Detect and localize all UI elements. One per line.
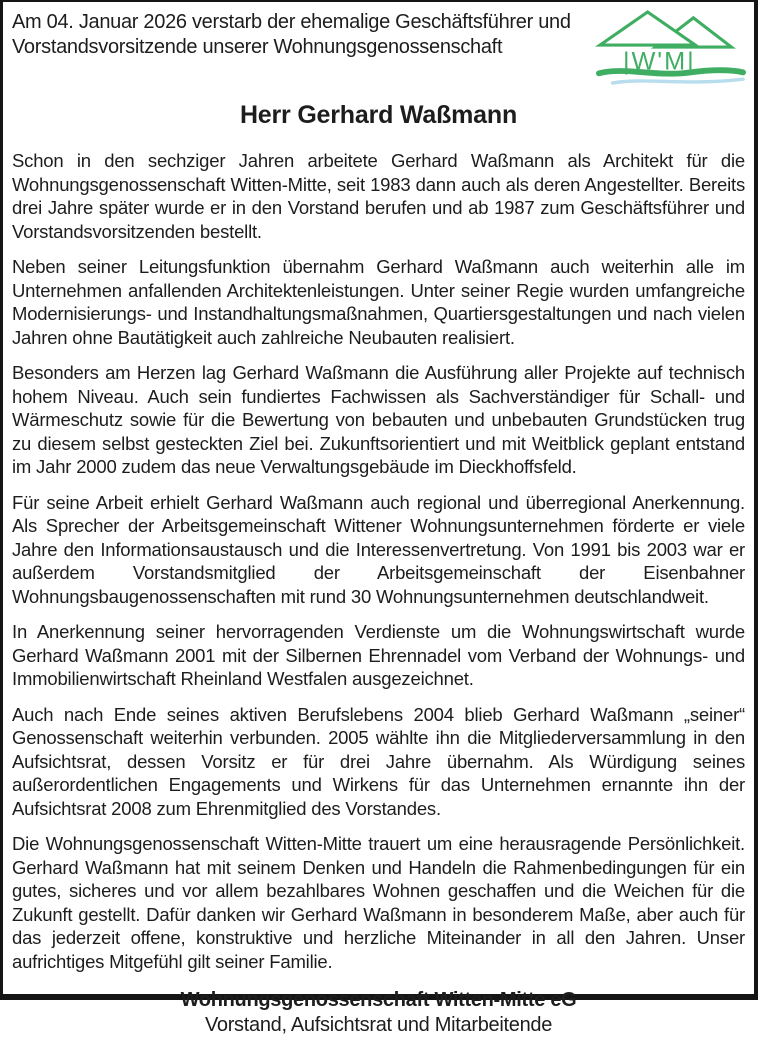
paragraph-leadership: Neben seiner Leitungsfunktion übernahm Gerhard Waßmann auch weiterhin alle im Unternehmen anfallenden Architektenleistungen. Unter seiner Regie wurden umfangreiche Modernisierungs- und Instandhaltungsmaßnahmen, Quartiersgestaltungen und nach vielen Jahren ohne Bautätigkeit auch zahlreiche Neubauten realisiert. bbox=[12, 256, 745, 348]
signature-block bbox=[12, 988, 745, 1038]
logo-monogram: |W'M| bbox=[622, 47, 696, 76]
paragraph-condolence: Die Wohnungsgenossenschaft Witten-Mitte trauert um eine herausragende Persönlichkeit. Gerhard Waßmann hat mit seinem Denken und Handeln die Rahmenbedingungen für ein gutes, sicheres und vor allem bezahlbares Wohnen geschaffen und die Weichen für die Zukunft gestellt. Dafür danken wir Gerhard Waßmann in besonderem Maße, aber auch für das jederzeit offene, konstruktive und herzliche Miteinander in all den Jahren. Unser aufrichtiges Mitgefühl gilt seiner Familie. bbox=[12, 833, 745, 972]
signature-organization: Wohnungsgenossenschaft Witten-Mitte eG bbox=[180, 989, 577, 1011]
green-wave-icon bbox=[599, 70, 743, 74]
deceased-name-title: Herr Gerhard Waßmann bbox=[239, 101, 518, 129]
notice-header bbox=[12, 8, 745, 90]
obituary-body bbox=[12, 149, 745, 973]
paragraph-technical-standards: Besonders am Herzen lag Gerhard Waßmann die Ausführung aller Projekte auf technisch hohem Niveau. Auch sein fundiertes Fachwissen als Sachverständiger für Schall- und Wärmeschutz sowie für die Bewertung von bebauten und unbebauten Grundstücken trug zu diesem selbst gesteckten Ziel bei. Zukunftsorientiert und mit Weitblick geplant entstand im Jahr 2000 zudem das neue Verwaltungsgebäude im Dieckhoffsfeld. bbox=[12, 362, 745, 477]
signature-signatories: Vorstand, Aufsichtsrat und Mitarbeitende bbox=[204, 1014, 553, 1036]
witten-mitte-logo bbox=[597, 8, 745, 90]
blue-wave-icon bbox=[613, 79, 743, 83]
paragraph-honor-award: In Anerkennung seiner hervorragenden Verdienste um die Wohnungswirtschaft wurde Gerhard Waßmann 2001 mit der Silbernen Ehrennadel vom Verband der Wohnungs- und Immobilienwirtschaft Rheinland Westfalen ausgezeichnet. bbox=[12, 621, 745, 689]
housing-cooperative-logo-icon bbox=[597, 8, 745, 90]
paragraph-retirement: Auch nach Ende seines aktiven Berufslebens 2004 blieb Gerhard Waßmann „seiner“ Genossenschaft weiterhin verbunden. 2005 wählte ihn die Mitgliederversammlung in den Aufsichtsrat, dessen Vorsitz er für drei Jahre übernahm. Als Würdigung seines außerordentlichen Engagements und Wirkens für das Unternehmen ernannte ihn der Aufsichtsrat 2008 zum Ehrenmitglied des Vorstandes. bbox=[12, 703, 745, 819]
paragraph-recognition-regional: Für seine Arbeit erhielt Gerhard Waßmann auch regional und überregional Anerkennung. Als Sprecher der Arbeitsgemeinschaft Wittener Wohnungsunternehmen förderte er viele Jahre den Informationsaustausch und die Interessenvertretung. Von 1991 bis 2003 war er außerdem Vorstandsmitglied der Arbeitsgemeinschaft der Eisenbahner Wohnungsbaugenossenschaften mit rund 30 Wohnungsunternehmen deutschlandweit. bbox=[12, 491, 745, 607]
intro-text: Am 04. Januar 2026 verstarb der ehemalige Geschäftsführer und Vorstandsvorsitzende unserer Wohnungsgenossenschaft bbox=[12, 11, 571, 58]
paragraph-career-start: Schon in den sechziger Jahren arbeitete Gerhard Waßmann als Architekt für die Wohnungsgenossenschaft Witten-Mitte, seit 1983 dann auch als deren Angestellter. Bereits drei Jahre später wurde er in den Vorstand berufen und ab 1987 zum Geschäftsführer und Vorstandsvorsitzenden bestellt. bbox=[12, 150, 745, 242]
